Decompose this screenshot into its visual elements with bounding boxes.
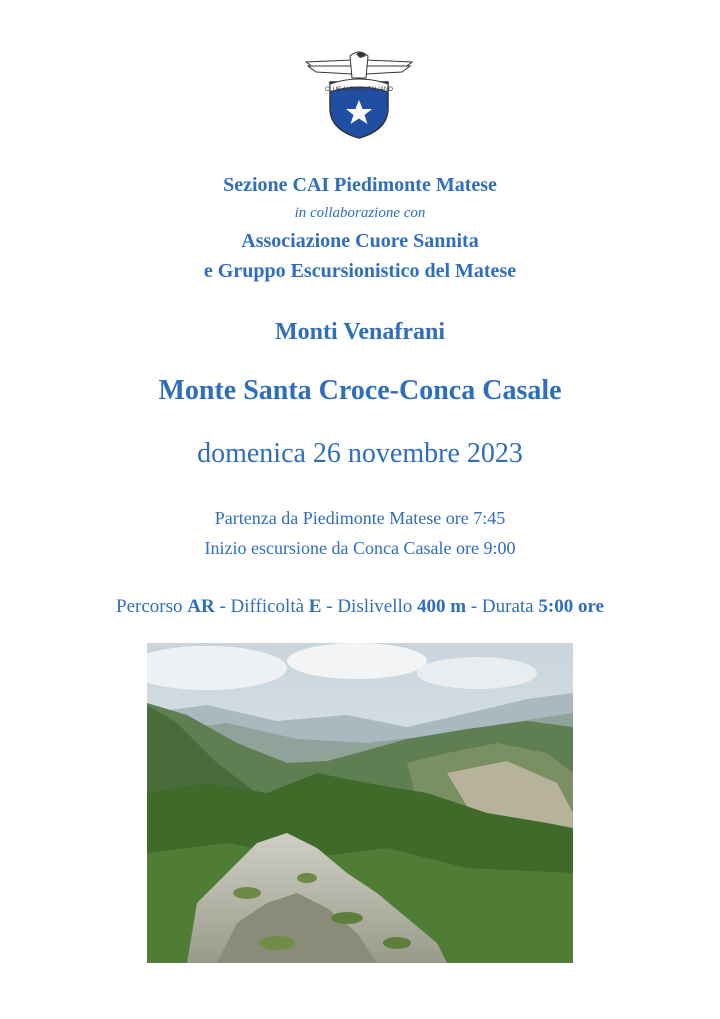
collaboration-label: in collaborazione con xyxy=(294,205,426,221)
association-name-1: Associazione Cuore Sannita xyxy=(241,230,479,252)
dislivello-value: 400 m xyxy=(417,596,467,617)
percorso-value: AR xyxy=(187,596,215,617)
mountain-photo xyxy=(147,643,573,963)
departure-info: Partenza da Piedimonte Matese ore 7:45 xyxy=(214,508,506,528)
separator: - xyxy=(214,596,231,617)
difficolta-value: E xyxy=(308,596,322,617)
durata-value: 5:00 ore xyxy=(538,596,604,617)
dislivello-label: Dislivello xyxy=(337,596,418,617)
start-info: Inizio escursione da Conca Casale ore 9:00 xyxy=(204,538,516,558)
route-title: Monte Santa Croce-Conca Casale xyxy=(158,375,562,406)
section-name: Sezione CAI Piedimonte Matese xyxy=(223,174,497,196)
hike-details xyxy=(0,597,720,616)
cai-logo xyxy=(300,50,418,140)
separator: - xyxy=(466,596,482,617)
percorso-label: Percorso xyxy=(116,596,188,617)
event-date: domenica 26 novembre 2023 xyxy=(197,438,523,469)
area-title: Monti Venafrani xyxy=(274,319,445,345)
association-name-2: e Gruppo Escursionistico del Matese xyxy=(203,260,517,282)
separator: - xyxy=(321,596,338,617)
logo-text: CLUB ALPINO ITALIANO xyxy=(325,87,393,93)
difficolta-label: Difficoltà xyxy=(230,596,309,617)
durata-label: Durata xyxy=(481,596,539,617)
